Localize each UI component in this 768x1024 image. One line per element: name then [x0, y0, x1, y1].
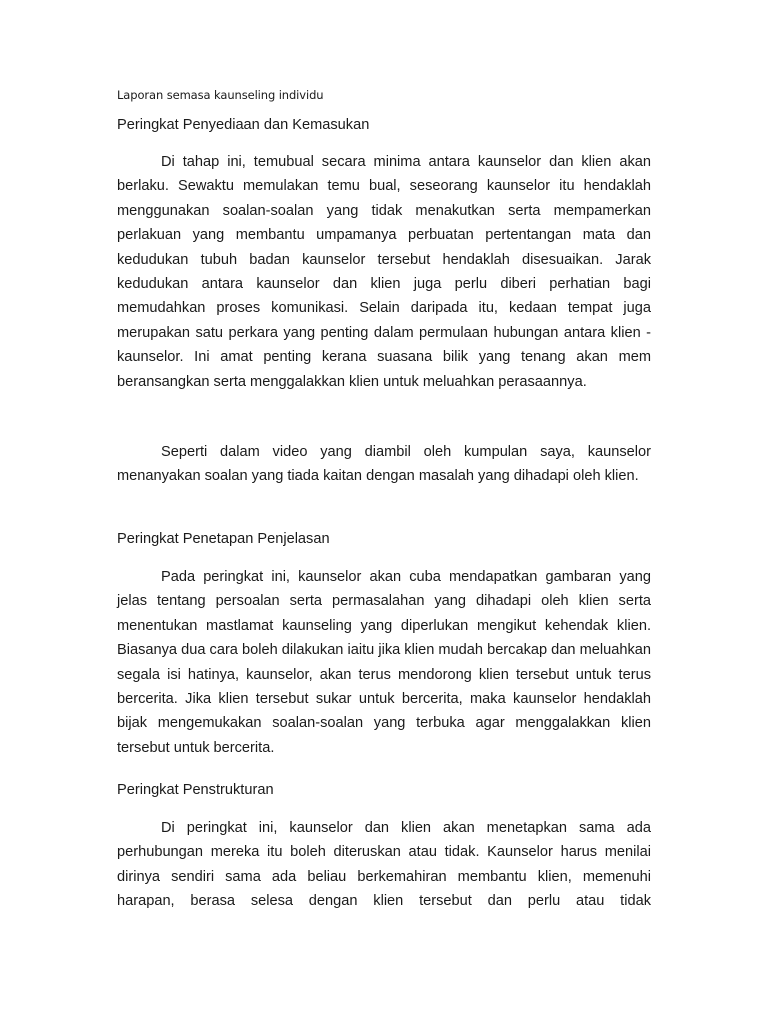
section-heading-preparation: Peringkat Penyediaan dan Kemasukan	[117, 117, 370, 133]
document-title: Laporan semasa kaunseling individu	[117, 88, 324, 102]
paragraph-structuring-1: Di peringkat ini, kaunselor dan klien akan menetapkan sama ada perhubungan mereka itu boleh diteruskan atau tidak. Kaunselor harus menilai dirinya sendiri sama ada beliau berkemahiran membantu klien, memenuhi harapan, berasa selesa dengan klien tersebut dan perlu atau tidak	[117, 820, 651, 910]
paragraph-preparation-1: Di tahap ini, temubual secara minima antara kaunselor dan klien akan berlaku. Sewaktu memulakan temu bual, seseorang kaunselor itu hendaklah menggunakan soalan-soalan yang tidak menakutkan serta mempamerkan perlakuan yang membantu umpamanya perbuatan pertentangan mata dan kedudukan tubuh badan kaunselor tersebut hendaklah disesuaikan. Jarak kedudukan antara kaunselor dan klien juga perlu diberi perhatian bagi memudahkan proses komunikasi. Selain daripada itu, kedaan tempat juga merupakan satu perkara yang penting dalam permulaan hubungan antara klien - kaunselor. Ini amat penting kerana suasana bilik yang tenang akan mem beransangkan serta menggalakkan klien untuk meluahkan perasaannya.	[117, 154, 651, 390]
paragraph-preparation-2: Seperti dalam video yang diambil oleh kumpulan saya, kaunselor menanyakan soalan yang tiada kaitan dengan masalah yang dihadapi oleh klien.	[117, 444, 651, 485]
section-heading-clarification: Peringkat Penetapan Penjelasan	[117, 531, 330, 547]
paragraph-clarification-1: Pada peringkat ini, kaunselor akan cuba mendapatkan gambaran yang jelas tentang persoalan serta permasalahan yang dihadapi oleh klien serta menentukan mastlamat kaunseling yang diperlukan mengikut kehendak klien. Biasanya dua cara boleh dilakukan iaitu jika klien mudah bercakap dan meluahkan segala isi hatinya, kaunselor, akan terus mendorong klien tersebut untuk terus bercerita. Jika klien tersebut sukar untuk bercerita, maka kaunselor hendaklah bijak mengemukakan soalan-soalan yang terbuka agar menggalakkan klien tersebut untuk bercerita.	[117, 569, 651, 756]
section-heading-structuring: Peringkat Penstrukturan	[117, 782, 274, 798]
